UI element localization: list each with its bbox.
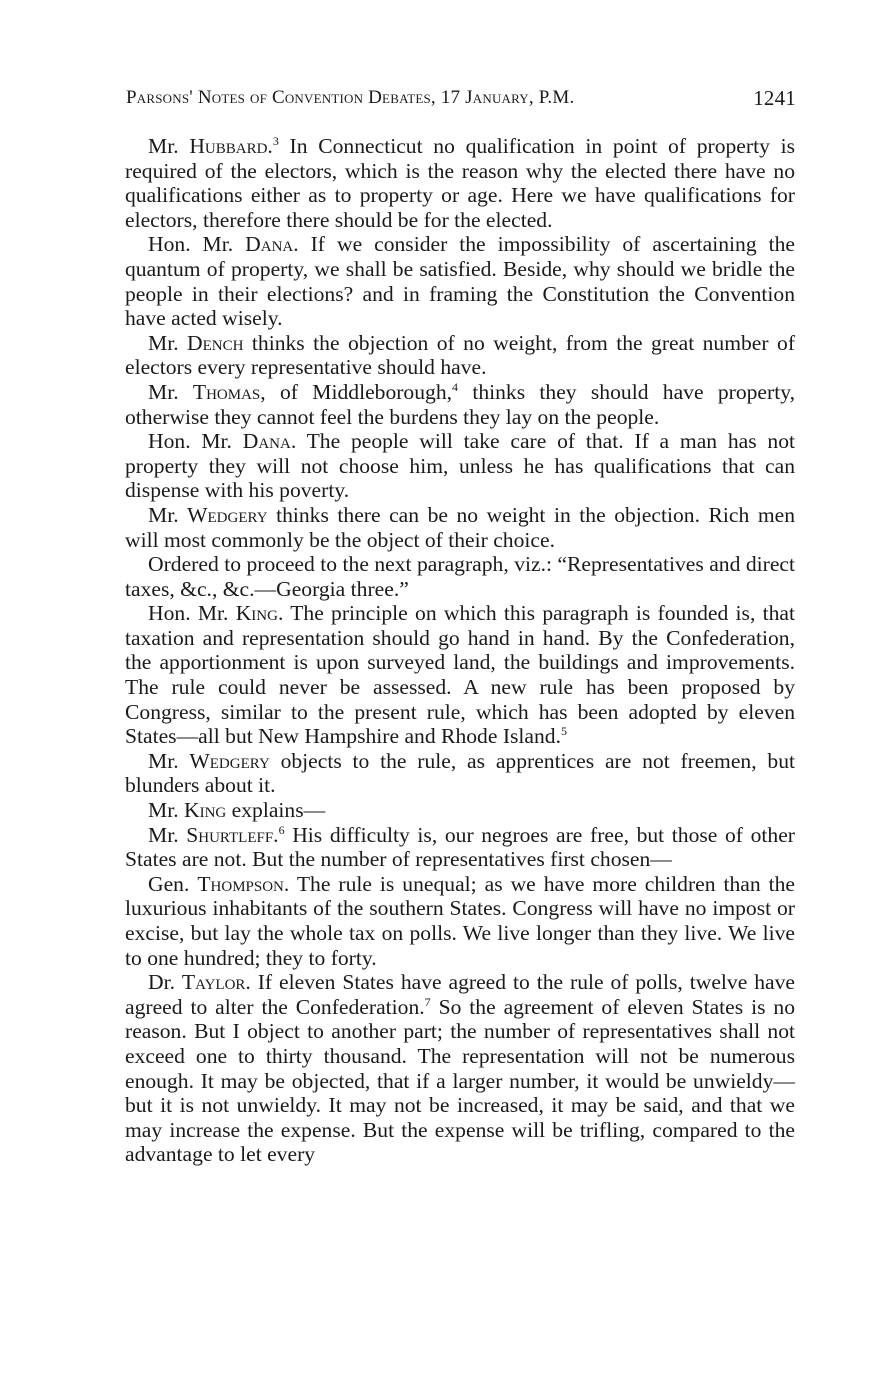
paragraph-text: If eleven States have agreed to the rule of polls, twelve have agreed to alter the Confederation. [125, 970, 796, 1019]
paragraph-3 [125, 331, 795, 380]
speaker-title: Mr. [148, 748, 190, 773]
footnote-ref: 3 [272, 134, 279, 148]
speaker-name: Wedgery [187, 502, 268, 527]
paragraph-13 [125, 970, 795, 1167]
paragraph-1 [125, 134, 795, 232]
speaker-name: King. [235, 601, 284, 626]
paragraph-text: objects to the rule, as apprentices are not freemen, but blunders about it. [125, 748, 795, 798]
paragraph-2 [125, 232, 795, 330]
paragraph-text: Ordered to proceed to the next paragraph, viz.: “Representatives and direct taxes, &c., &c.—Georgia three.” [125, 552, 795, 601]
paragraph-text: In Connecticut no qualification in point of property is required of the electors, which is the reason why the elected there have no qualifications either as to property or age. Here we have qualifications for electors, therefore there should be for the elected. [125, 134, 795, 232]
speaker-title: Mr. [148, 379, 193, 404]
paragraph-text: The principle on which this paragraph is founded is, that taxation and representation should go hand in hand. By the Confederation, the apportionment is upon surveyed land, the buildings and improvements. The rule could never be assessed. A new rule has been proposed by Congress, similar to the present rule, which has been adopted by eleven States—all but New Hampshire and Rhode Island. [125, 601, 795, 749]
paragraph-11 [125, 823, 795, 872]
speaker-title: Hon. Mr. [148, 429, 243, 454]
speaker-name: Dana. [245, 232, 299, 257]
speaker-name: Dench [187, 330, 244, 355]
speaker-title: Dr. [148, 970, 182, 995]
paragraph-5 [125, 429, 795, 503]
footnote-ref: 7 [424, 994, 431, 1009]
speaker-name: Thompson. [197, 871, 290, 896]
speaker-name: Thomas, [192, 379, 266, 404]
body-text [125, 134, 795, 1167]
speaker-name: Taylor. [181, 970, 251, 995]
footnote-ref: 4 [452, 379, 459, 394]
speaker-name: Shurtleff. [186, 822, 279, 847]
paragraph-6 [125, 503, 795, 552]
paragraph-text: explains— [226, 798, 326, 823]
speaker-name: Hubbard. [189, 134, 273, 158]
speaker-title: Hon. Mr. [148, 232, 246, 257]
paragraph-text: The rule is unequal; as we have more children than the luxurious inhabitants of the southern States. Congress will have no impost or excise, but lay the whole tax on polls. We live longer than they live. We live to one hundred; they to forty. [125, 871, 795, 970]
paragraph-4 [125, 380, 795, 429]
paragraph-text: If we consider the impossibility of ascertaining the quantum of property, we shall be satisfied. Beside, why should we bridle the people in their elections? and in framing the Constitution the Convention have acted wisely. [125, 232, 795, 331]
speaker-name: Dana. [242, 429, 297, 454]
paragraph-text: thinks there can be no weight in the objection. Rich men will most commonly be the object of their choice. [125, 502, 795, 552]
running-title: Parsons' Notes of Convention Debates, 17 January, P.M. [126, 87, 575, 108]
footnote-ref: 6 [278, 822, 285, 837]
footnote-ref: 5 [561, 724, 567, 739]
speaker-title: Mr. [148, 798, 184, 823]
paragraph-9 [125, 749, 795, 798]
paragraph-text: The people will take care of that. If a man has not property they will not choose him, unless he has qualifications that can dispense with his poverty. [125, 429, 796, 503]
paragraph-10 [125, 798, 795, 823]
paragraph-text: of Middleborough, [265, 379, 453, 404]
speaker-name: Wedgery [189, 748, 270, 773]
paragraph-12 [125, 872, 795, 970]
paragraph-text: His difficulty is, our negroes are free, but those of other States are not. But the number of representatives first chosen— [125, 822, 795, 872]
speaker-title: Mr. [148, 134, 190, 158]
paragraph-text-cont: So the agreement of eleven States is no reason. But I object to another part; the number of representatives shall not exceed one to thirty thousand. The representation will not be numerous enough. It may be objected, that if a larger number, it would be unwieldy—but it is not unwieldy. It may not be increased, it may be said, and that we may increase the expense. But the expense will be trifling, compared to the advantage to let every [125, 994, 795, 1167]
paragraph-text-cont: thinks they should have property, otherwise they cannot feel the burdens they lay on the people. [125, 379, 795, 429]
page-number: 1241 [753, 86, 796, 110]
speaker-title: Hon. Mr. [148, 601, 236, 626]
speaker-title: Gen. [148, 871, 198, 896]
paragraph-text: thinks the objection of no weight, from the great number of electors every representative should have. [125, 330, 796, 380]
speaker-title: Mr. [148, 502, 188, 527]
paragraph-8 [125, 601, 795, 749]
paragraph-7 [125, 552, 795, 601]
speaker-name: King [184, 798, 227, 823]
speaker-title: Mr. [148, 330, 188, 355]
running-head [126, 84, 796, 112]
speaker-title: Mr. [148, 822, 187, 847]
